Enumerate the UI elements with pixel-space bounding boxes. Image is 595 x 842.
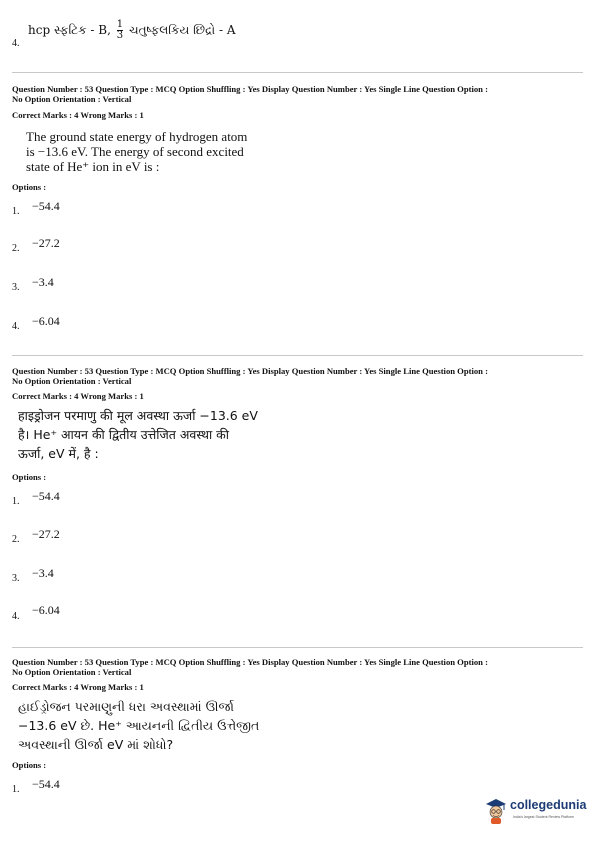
marks-info: Correct Marks : 4 Wrong Marks : 1 bbox=[12, 110, 144, 120]
prev-option-text-a: hcp સ્ફટિક - B, bbox=[28, 23, 111, 37]
question-line: है। He⁺ आयन की द्वितीय उत्तेजित अवस्था की bbox=[18, 427, 230, 442]
question-header-line: No Option Orientation : Vertical bbox=[12, 667, 132, 677]
question-line: અવસ્થાની ઊર્જા eV માં શોધો? bbox=[18, 737, 174, 752]
logo-tagline: India's largest Student Review Platform bbox=[513, 815, 574, 819]
option-3-value[interactable]: −3.4 bbox=[32, 566, 54, 580]
collegedunia-logo bbox=[483, 795, 587, 827]
question-line: state of He⁺ ion in eV is : bbox=[26, 159, 160, 174]
options-label: Options : bbox=[12, 472, 47, 482]
question-text-english bbox=[26, 129, 247, 174]
options-label: Options : bbox=[12, 760, 47, 770]
question-line: is −13.6 eV. The energy of second excited bbox=[26, 144, 244, 159]
question-header bbox=[12, 657, 488, 677]
section-divider bbox=[12, 72, 583, 73]
question-line: ऊर्जा, eV में, है : bbox=[18, 446, 99, 461]
question-header-line: No Option Orientation : Vertical bbox=[12, 376, 132, 386]
question-header-line: Question Number : 53 Question Type : MCQ Option Shuffling : Yes Display Question Number : Yes Single Line Question Option : bbox=[12, 366, 488, 376]
question-header-line: Question Number : 53 Question Type : MCQ Option Shuffling : Yes Display Question Number : Yes Single Line Question Option : bbox=[12, 657, 488, 667]
option-number: 3. bbox=[12, 573, 20, 584]
question-header bbox=[12, 366, 488, 386]
option-2-value[interactable]: −27.2 bbox=[32, 527, 60, 541]
fraction-numerator: 1 bbox=[116, 19, 124, 30]
options-label: Options : bbox=[12, 182, 47, 192]
option-number: 1. bbox=[12, 496, 20, 507]
question-header-line: No Option Orientation : Vertical bbox=[12, 94, 132, 104]
option-1-value[interactable]: −54.4 bbox=[32, 777, 60, 791]
option-1-value[interactable]: −54.4 bbox=[32, 199, 60, 213]
fraction bbox=[117, 20, 123, 41]
question-line: હાઈડ્રોજન પરમાણુની ધરા અવસ્થામાં ઊર્જા bbox=[18, 699, 234, 714]
option-number: 2. bbox=[12, 534, 20, 545]
option-number: 4. bbox=[12, 38, 20, 49]
question-line: हाइड्रोजन परमाणु की मूल अवस्था ऊर्जा −13.6 eV bbox=[18, 408, 258, 423]
marks-info: Correct Marks : 4 Wrong Marks : 1 bbox=[12, 682, 144, 692]
option-number: 1. bbox=[12, 784, 20, 795]
option-2-value[interactable]: −27.2 bbox=[32, 236, 60, 250]
question-line: The ground state energy of hydrogen atom bbox=[26, 129, 248, 144]
option-number: 1. bbox=[12, 206, 20, 217]
option-number: 3. bbox=[12, 282, 20, 293]
option-3-value[interactable]: −3.4 bbox=[32, 275, 54, 289]
question-header-line: Question Number : 53 Question Type : MCQ Option Shuffling : Yes Display Question Number : Yes Single Line Question Option : bbox=[12, 84, 488, 94]
question-header bbox=[12, 84, 488, 104]
section-divider bbox=[12, 355, 583, 356]
question-text-gujarati bbox=[18, 697, 259, 754]
option-4-value[interactable]: −6.04 bbox=[32, 603, 60, 617]
question-text-hindi bbox=[18, 406, 258, 463]
section-divider bbox=[12, 647, 583, 648]
prev-option-text-b: ચતુષ્ફલકિય છિદ્રો - A bbox=[128, 23, 236, 37]
question-line: −13.6 eV છે. He⁺ આયનની દ્વિતીય ઉત્તેજીત bbox=[18, 718, 260, 733]
previous-option-text bbox=[28, 18, 236, 42]
logo-name: collegedunia bbox=[510, 798, 587, 812]
option-number: 2. bbox=[12, 243, 20, 254]
option-4-value[interactable]: −6.04 bbox=[32, 314, 60, 328]
option-1-value[interactable]: −54.4 bbox=[32, 489, 60, 503]
fraction-denominator: 3 bbox=[116, 30, 124, 41]
graduate-mascot-icon bbox=[483, 795, 509, 825]
option-number: 4. bbox=[12, 611, 20, 622]
option-number: 4. bbox=[12, 321, 20, 332]
marks-info: Correct Marks : 4 Wrong Marks : 1 bbox=[12, 391, 144, 401]
